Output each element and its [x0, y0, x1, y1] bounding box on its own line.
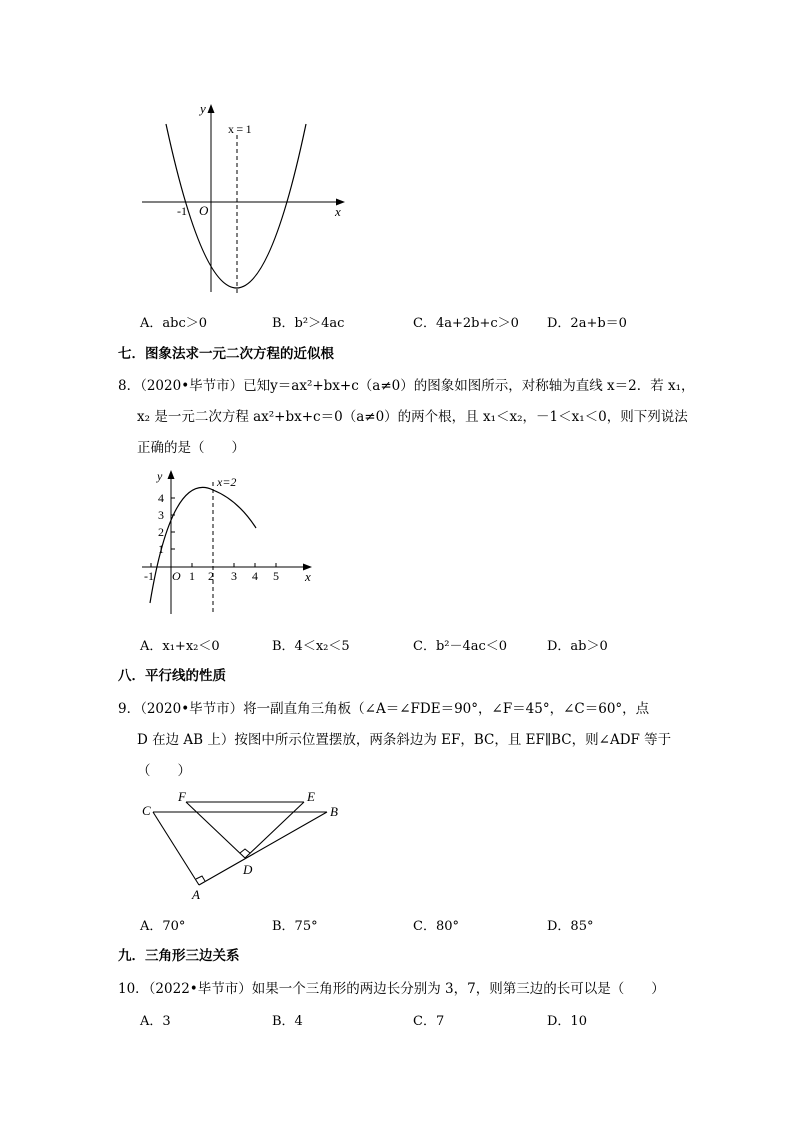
q9-option-d[interactable]: D．85°	[547, 919, 594, 934]
q10-option-a[interactable]: A．3	[140, 1014, 171, 1029]
q9-label-e: E	[307, 789, 315, 804]
q8-y-tick-4: 4	[158, 491, 164, 505]
q8-x-axis-label: x	[305, 569, 311, 584]
q8-y-tick-2: 2	[158, 525, 164, 539]
q8-x-tick-3: 3	[231, 569, 237, 583]
q7-y-axis-label: y	[200, 101, 206, 116]
q8-stem-line-1: 8．（2020•毕节市）已知y＝ax²+bx+c（a≠0）的图象如图所示，对称轴为直线 x＝2．若 x₁，	[118, 378, 695, 394]
q9-stem-line-2: D 在边 AB 上）按图中所示位置摆放，两条斜边为 EF，BC，且 EF∥BC，则∠ADF 等于	[137, 732, 672, 748]
q8-y-tick-3: 3	[158, 508, 164, 522]
q8-x-tick-5: 5	[273, 569, 279, 583]
q8-y-tick-1: 1	[158, 542, 164, 556]
q8-x-tick-minus-1: -1	[144, 569, 154, 583]
q10-stem-line-1: 10．（2022•毕节市）如果一个三角形的两边长分别为 3，7，则第三边的长可以是（ ）	[118, 981, 665, 997]
q7-option-a[interactable]: A．abc＞0	[140, 316, 208, 331]
q8-stem-line-2: x₂ 是一元二次方程 ax²+bx+c＝0（a≠0）的两个根，且 x₁＜x₂，－1＜x₁＜0，则下列说法	[137, 409, 688, 425]
q9-label-c: C	[142, 803, 151, 818]
q7-x-axis-label: x	[335, 204, 341, 219]
q7-option-d[interactable]: D．2a+b＝0	[547, 316, 627, 331]
q8-y-axis-label: y	[157, 469, 163, 483]
q7-axis-line-label: x = 1	[228, 122, 252, 136]
q8-x-tick-2: 2	[208, 569, 214, 583]
q10-option-b[interactable]: B．4	[272, 1014, 303, 1029]
q7-minus-one-label: -1	[177, 204, 187, 218]
q9-triangle-figure	[0, 0, 400, 910]
q8-origin-label: O	[172, 569, 181, 583]
q8-stem-line-3: 正确的是（ ）	[137, 440, 245, 456]
q9-stem-line-1: 9．（2020•毕节市）将一副直角三角板（∠A＝∠FDE＝90°，∠F＝45°，∠C＝60°，点	[118, 701, 650, 717]
q7-origin-label: O	[199, 203, 209, 218]
q8-option-b[interactable]: B．4＜x₂＜5	[272, 639, 350, 654]
q9-label-d: D	[243, 862, 253, 877]
q9-option-a[interactable]: A．70°	[140, 919, 186, 934]
q9-label-f: F	[178, 789, 186, 804]
q8-option-c[interactable]: C．b²－4ac＜0	[413, 639, 508, 654]
q9-option-c[interactable]: C．80°	[413, 919, 459, 934]
q9-option-b[interactable]: B．75°	[272, 919, 318, 934]
q10-option-c[interactable]: C．7	[413, 1014, 445, 1029]
q8-option-a[interactable]: A．x₁+x₂＜0	[140, 639, 220, 654]
q9-stem-line-3: （ ）	[137, 763, 191, 779]
q9-label-b: B	[330, 804, 338, 819]
section-7-title: 七．图象法求一元二次方程的近似根	[118, 346, 334, 362]
section-8-title: 八．平行线的性质	[118, 668, 226, 684]
q9-label-a: A	[192, 887, 200, 902]
q8-option-d[interactable]: D．ab＞0	[547, 639, 608, 654]
q8-x-tick-1: 1	[189, 569, 195, 583]
q7-option-b[interactable]: B．b²＞4ac	[272, 316, 345, 331]
q7-option-c[interactable]: C．4a+2b+c＞0	[413, 316, 519, 331]
q10-option-d[interactable]: D．10	[547, 1014, 587, 1029]
q8-axis-line-label: x=2	[217, 475, 237, 489]
q8-x-tick-4: 4	[252, 569, 258, 583]
section-9-title: 九．三角形三边关系	[118, 948, 240, 964]
